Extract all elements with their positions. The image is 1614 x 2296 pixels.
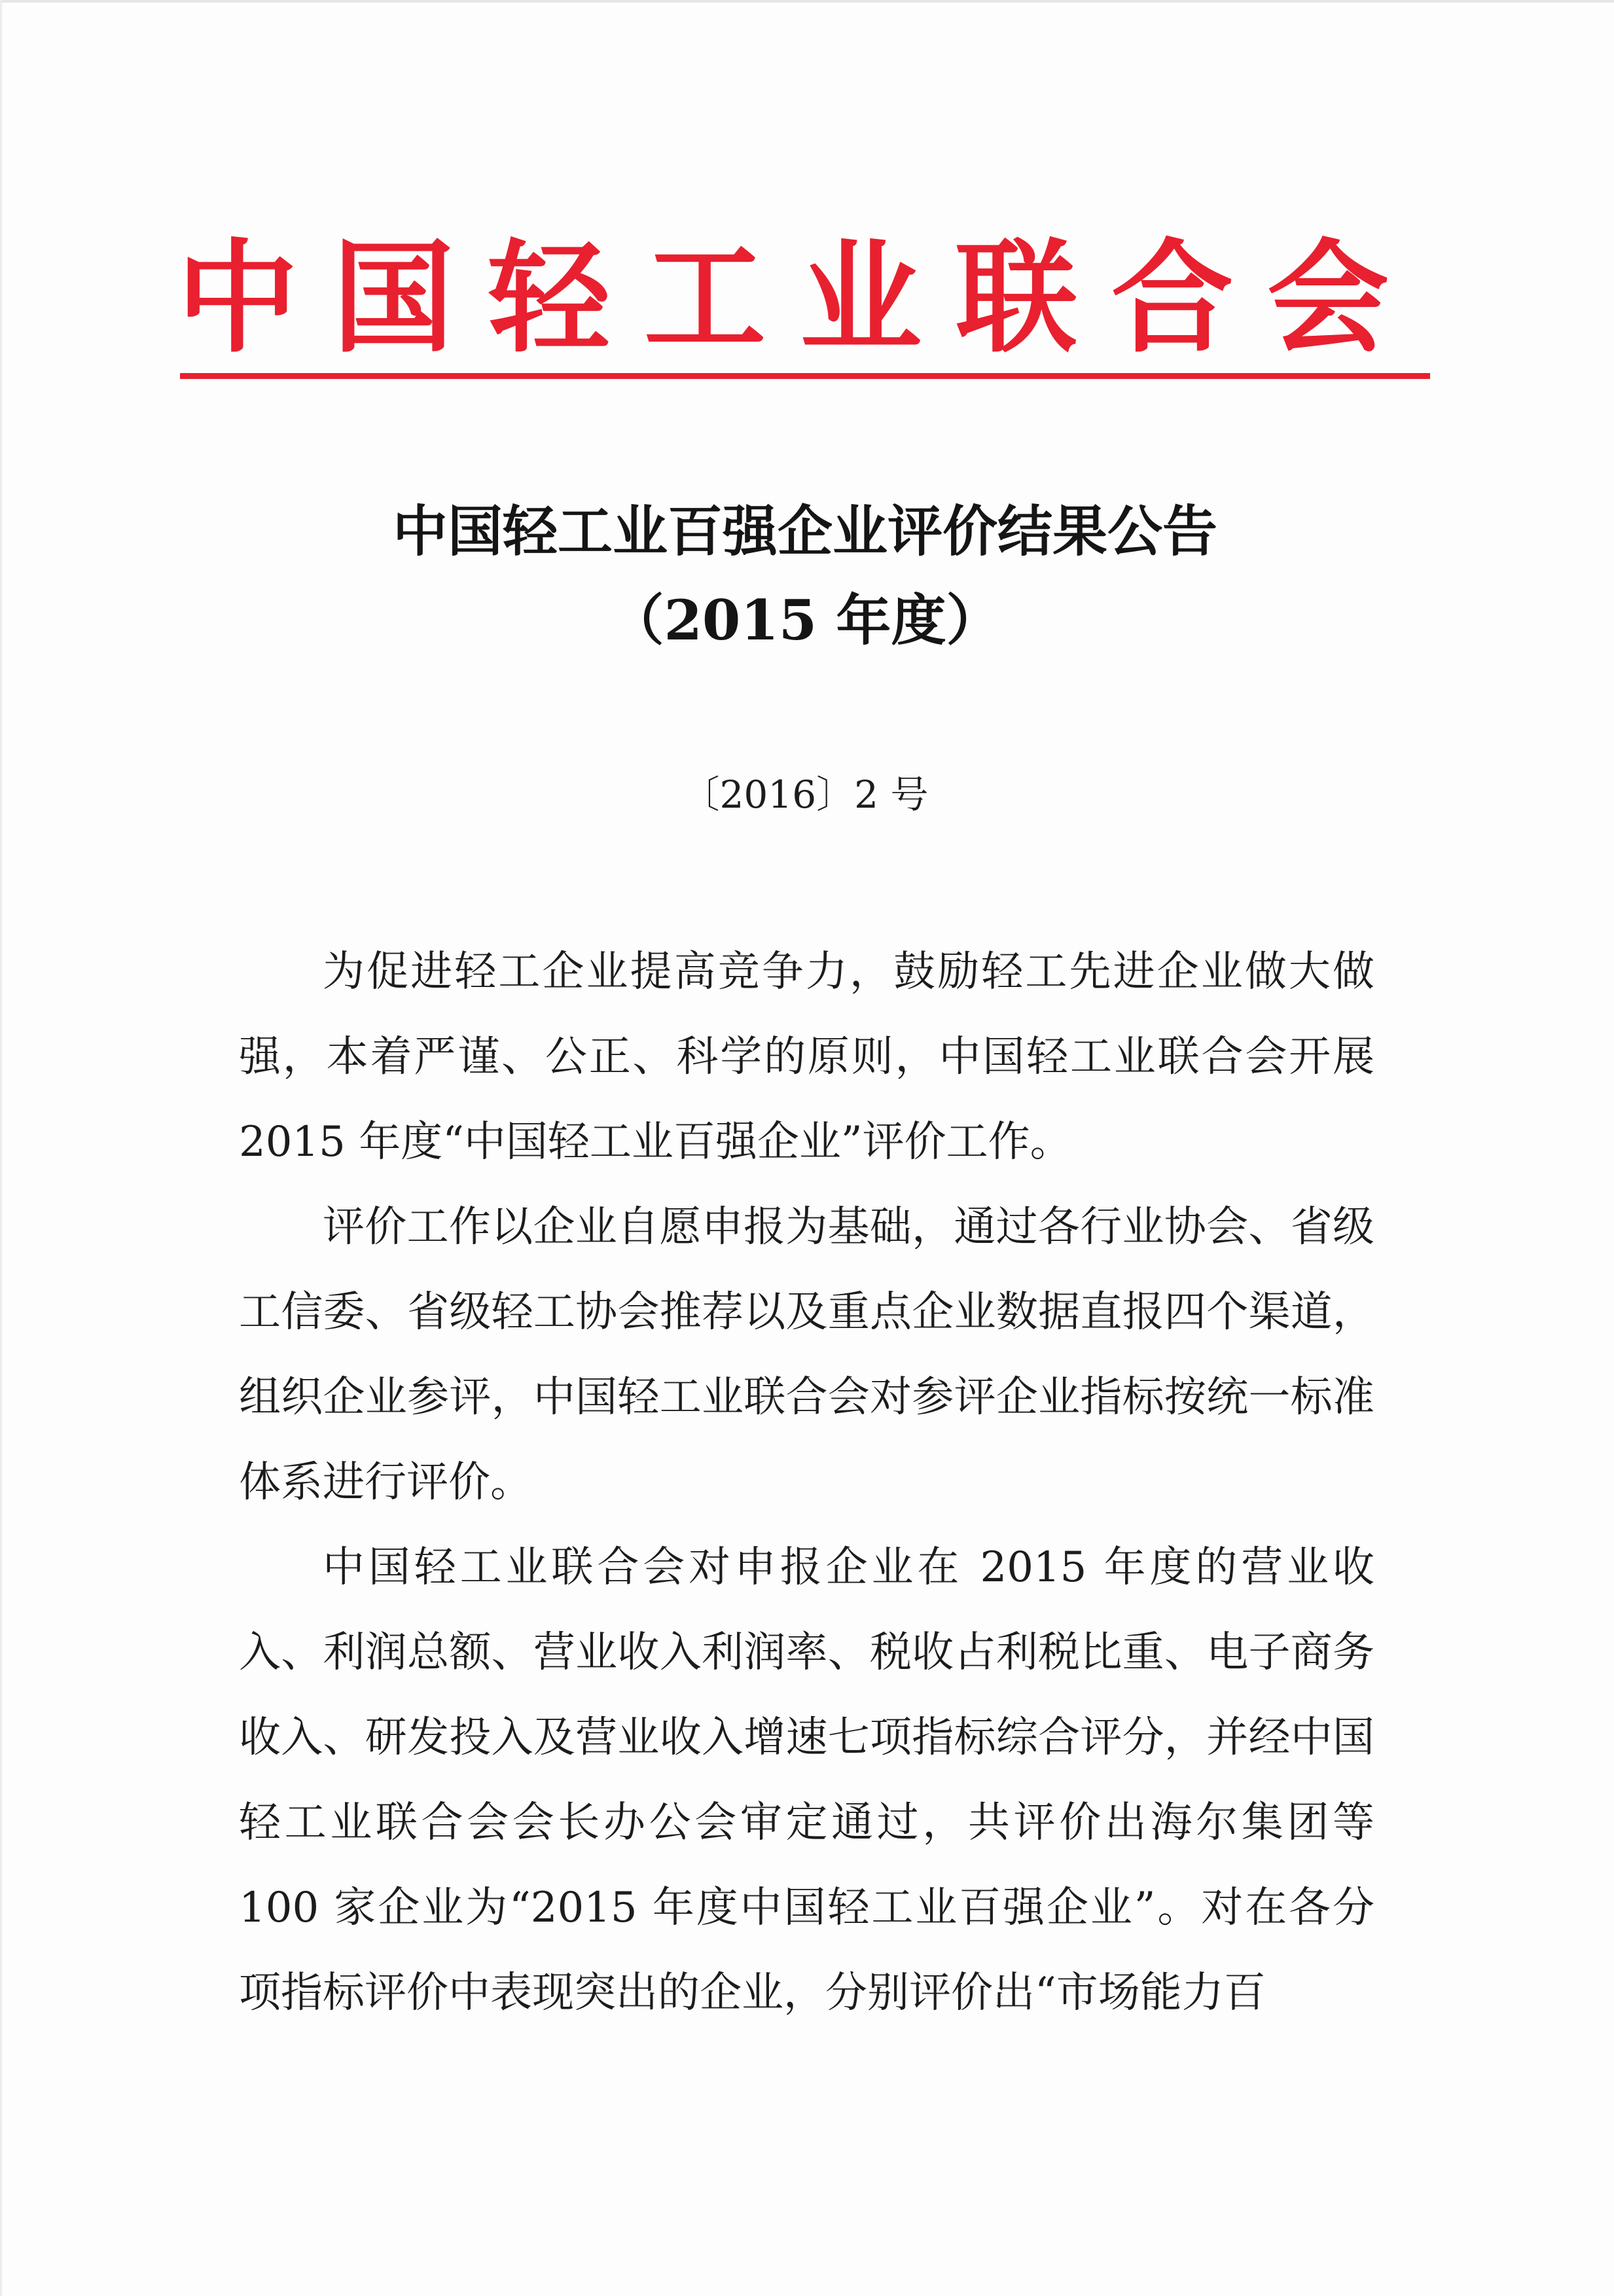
document-title: 中国轻工业百强企业评价结果公告 <box>392 499 1217 564</box>
letterhead-organization-name: 中国轻工业联合会 <box>177 226 1424 369</box>
body-paragraph-3: 中国轻工业联合会对申报企业在 2015 年度的营业收入、利润总额、营业收入利润率、税收占利税比重、电子商务收入、研发投入及营业收入增速七项指标综合评分，并经中国轻工业联合会会长办公会审定通过，共评价出海尔集团等 100 家企业为“2015 年度中国轻工业百强企业”。对在各分项指标评价中表现突出的企业，分别评价出“市场能力百 <box>239 1543 1374 2017</box>
document-subtitle: （2015 年度） <box>609 588 1001 653</box>
document-number: 〔2016〕2 号 <box>681 772 929 817</box>
scan-edge-left <box>0 0 2 2296</box>
body-paragraph-1: 为促进轻工企业提高竞争力，鼓励轻工先进企业做大做强，本着严谨、公正、科学的原则，中国轻工业联合会开展2015 年度“中国轻工业百强企业”评价工作。 <box>239 948 1374 1166</box>
letterhead-red-rule <box>180 373 1430 379</box>
scan-edge-top <box>0 0 1614 3</box>
document-body <box>239 929 1374 2036</box>
body-paragraph-2: 评价工作以企业自愿申报为基础，通过各行业协会、省级工信委、省级轻工协会推荐以及重点企业数据直报四个渠道，组织企业参评，中国轻工业联合会对参评企业指标按统一标准体系进行评价。 <box>239 1203 1374 1507</box>
